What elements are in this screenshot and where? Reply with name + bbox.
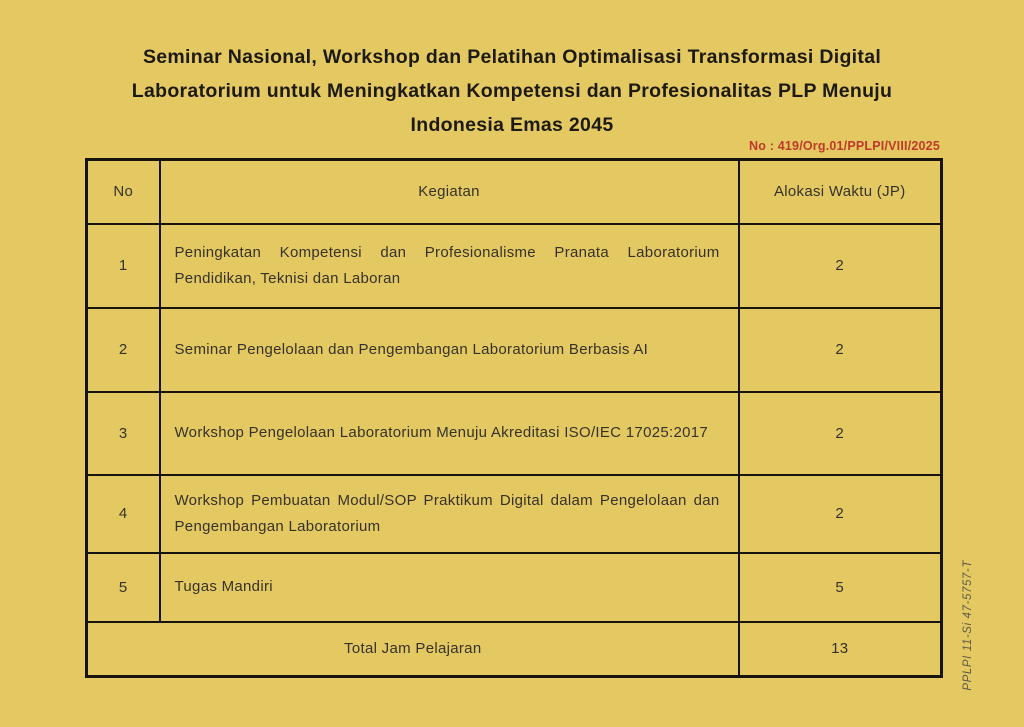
table-row <box>87 392 942 475</box>
schedule-table <box>85 158 943 678</box>
row-number: 1 <box>87 224 160 308</box>
table-total-row <box>87 622 942 677</box>
total-label: Total Jam Pelajaran <box>87 622 739 677</box>
row-activity: Seminar Pengelolaan dan Pengembangan Laboratorium Berbasis AI <box>160 308 739 392</box>
row-hours: 2 <box>739 392 942 475</box>
header-no: No <box>87 160 160 224</box>
table-row <box>87 553 942 622</box>
row-activity: Workshop Pembuatan Modul/SOP Praktikum Digital dalam Pengelolaan dan Pengembangan Laboratorium <box>160 475 739 553</box>
title-line-1: Seminar Nasional, Workshop dan Pelatihan Optimalisasi Transformasi Digital <box>142 46 882 68</box>
header-kegiatan: Kegiatan <box>160 160 739 224</box>
row-hours: 2 <box>739 308 942 392</box>
total-hours: 13 <box>739 622 942 677</box>
row-activity: Peningkatan Kompetensi dan Profesionalisme Pranata Laboratorium Pendidikan, Teknisi dan Laboran <box>160 224 739 308</box>
table-row <box>87 308 942 392</box>
row-hours: 5 <box>739 553 942 622</box>
table-header-row <box>87 160 942 224</box>
row-number: 4 <box>87 475 160 553</box>
header-alokasi-waktu: Alokasi Waktu (JP) <box>739 160 942 224</box>
title-line-3: Indonesia Emas 2045 <box>410 114 614 136</box>
document-number: No : 419/Org.01/PPLPI/VIII/2025 <box>748 139 940 153</box>
row-hours: 2 <box>739 224 942 308</box>
row-activity: Tugas Mandiri <box>160 553 739 622</box>
row-activity: Workshop Pengelolaan Laboratorium Menuju Akreditasi ISO/IEC 17025:2017 <box>160 392 739 475</box>
table-row <box>87 224 942 308</box>
row-number: 2 <box>87 308 160 392</box>
title-line-2: Laboratorium untuk Meningkatkan Kompetensi dan Profesionalitas PLP Menuju <box>131 80 893 102</box>
row-hours: 2 <box>739 475 942 553</box>
row-number: 5 <box>87 553 160 622</box>
side-reference-code: PPLPI 11-Si 47-5757-T <box>962 560 974 691</box>
row-number: 3 <box>87 392 160 475</box>
table-row <box>87 475 942 553</box>
page-title <box>50 40 974 142</box>
